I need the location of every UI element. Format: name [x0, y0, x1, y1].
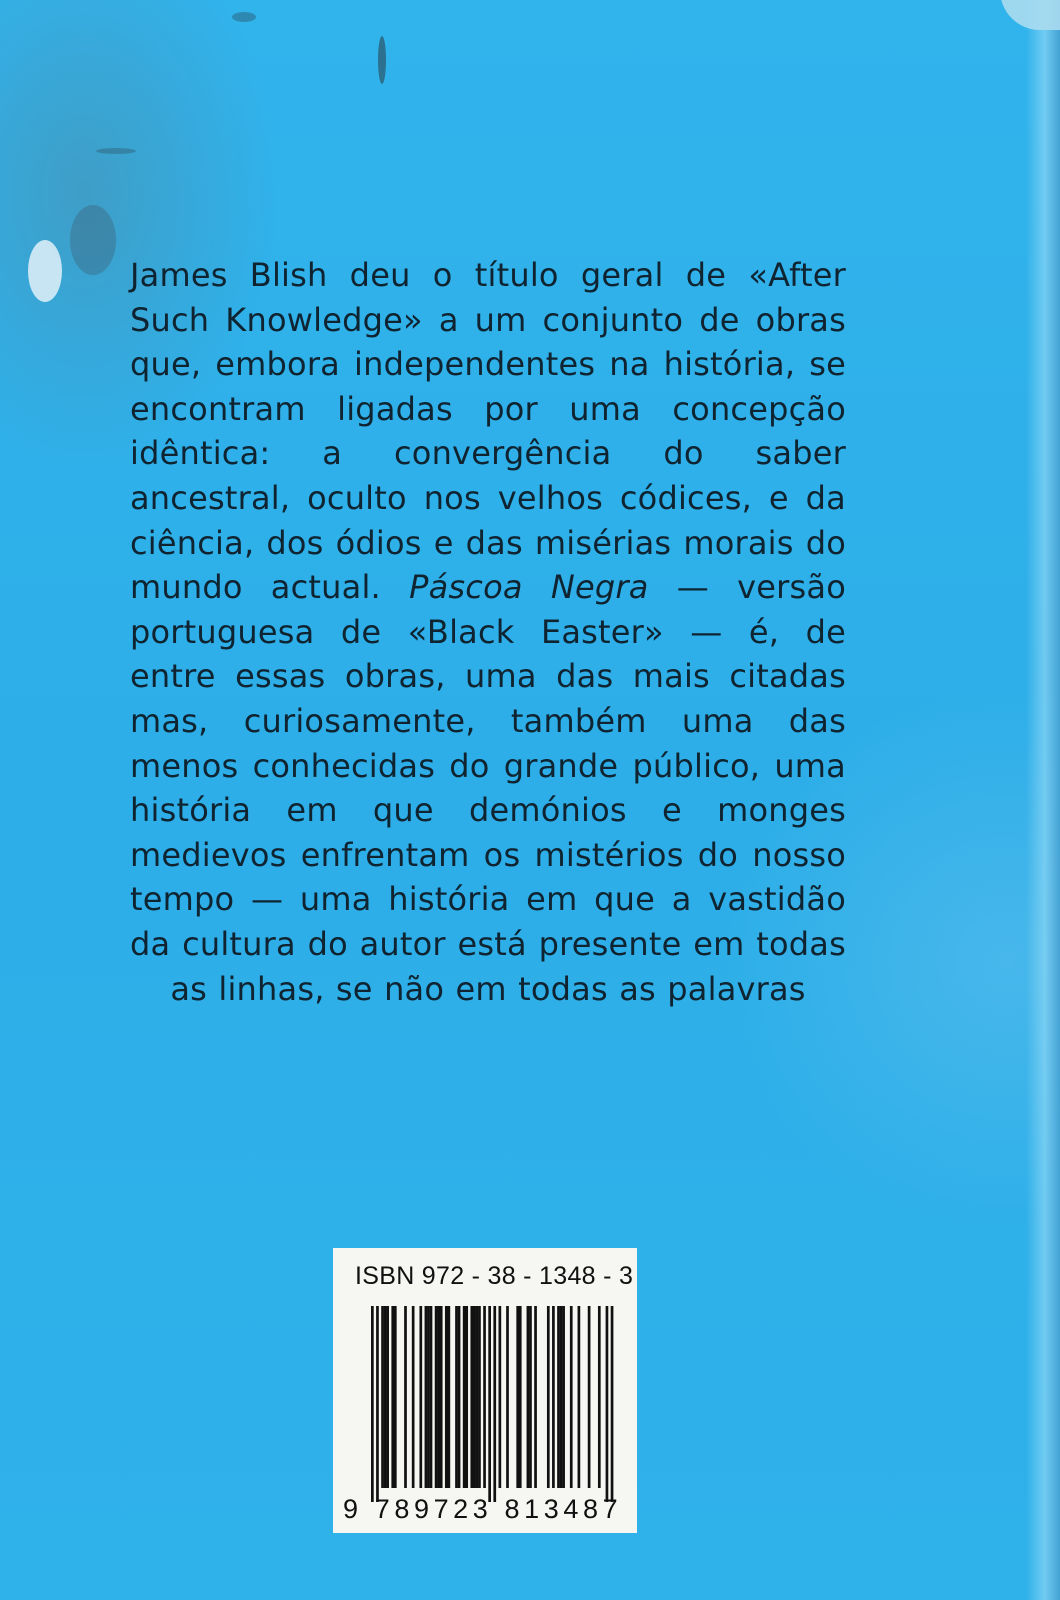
wear-mark: [378, 36, 386, 84]
barcode-bar: [611, 1306, 614, 1502]
blurb-text-part-1: James Blish deu o título geral de «After Such Knowledge» a um conjunto de obras que, embora independentes na história, se encontram ligadas por uma concepção idêntica: a convergência do saber ancestral, oculto nos velhos códices, e da ciência, dos ódios e das misérias morais do mundo actual.: [130, 256, 846, 607]
barcode-bar: [516, 1306, 519, 1488]
barcode-bar: [578, 1306, 581, 1488]
barcode-bar: [476, 1306, 479, 1488]
book-title-italic: Páscoa Negra: [409, 568, 649, 607]
blurb-text-part-2: — versão portuguesa de «Black Easter» — é, de entre essas obras, uma das mais citadas mas, curiosamente, também uma das menos conhecidas do grande público, uma história em que demónios e monges medievos enfrentam os mistérios do nosso tempo — uma história em que a vastidão da cultura do autor está presente em todas as linhas, se não em todas as palavras: [130, 568, 846, 1008]
barcode-bar: [455, 1306, 458, 1488]
barcode-bar: [470, 1306, 473, 1488]
barcode-bar: [588, 1306, 591, 1488]
barcode-bar: [427, 1306, 430, 1488]
barcode-bar: [552, 1306, 555, 1488]
blurb-text: [130, 253, 846, 1011]
barcode-bar: [445, 1306, 448, 1488]
barcode-bar: [391, 1306, 394, 1488]
barcode-bar: [425, 1306, 428, 1488]
barcode-bar: [384, 1306, 387, 1488]
barcode-bar: [560, 1306, 563, 1488]
barcode-bar: [412, 1306, 415, 1488]
wear-mark: [70, 205, 116, 275]
barcode-bar: [557, 1306, 560, 1488]
barcode-bar: [506, 1306, 509, 1488]
barcode-bar: [519, 1306, 522, 1488]
barcode-bar: [430, 1306, 433, 1488]
barcode-bar: [386, 1306, 389, 1488]
worn-edge: [1026, 0, 1060, 1600]
barcode-bar: [465, 1306, 468, 1488]
barcode-bar: [437, 1306, 440, 1488]
barcode-bar: [440, 1306, 443, 1488]
barcode-bar: [463, 1306, 466, 1488]
isbn-number: ISBN 972 - 38 - 1348 - 3: [355, 1262, 634, 1290]
barcode-bar: [529, 1306, 532, 1488]
worn-corner: [1000, 0, 1060, 30]
wear-mark: [232, 12, 256, 22]
barcode-bar: [534, 1306, 537, 1488]
barcode-icon: [333, 1248, 637, 1533]
barcode-bar: [381, 1306, 384, 1488]
barcode-bar: [499, 1306, 502, 1488]
barcode-bar: [598, 1306, 601, 1488]
barcode-bar: [606, 1306, 609, 1502]
barcode-bar: [435, 1306, 438, 1488]
barcode-bar: [404, 1306, 407, 1488]
barcode-bar: [527, 1306, 530, 1488]
barcode-bar: [570, 1306, 573, 1488]
barcode-bar: [448, 1306, 451, 1488]
barcode-bar: [547, 1306, 550, 1488]
barcode-bar: [478, 1306, 481, 1488]
barcode-bar: [483, 1306, 486, 1488]
barcode-bar: [376, 1306, 379, 1502]
barcode-bar: [419, 1306, 422, 1488]
barcode-bar: [473, 1306, 476, 1488]
wear-mark: [28, 240, 62, 302]
barcode-bar: [488, 1306, 491, 1502]
ean-digits: 9 789723 813487: [343, 1494, 623, 1524]
wear-mark: [96, 148, 136, 154]
barcode-bar: [562, 1306, 565, 1488]
barcode-bar: [371, 1306, 374, 1502]
barcode-bar: [458, 1306, 461, 1488]
barcode-bar: [394, 1306, 397, 1488]
barcode-label: [333, 1248, 637, 1533]
barcode-bar: [493, 1306, 496, 1502]
